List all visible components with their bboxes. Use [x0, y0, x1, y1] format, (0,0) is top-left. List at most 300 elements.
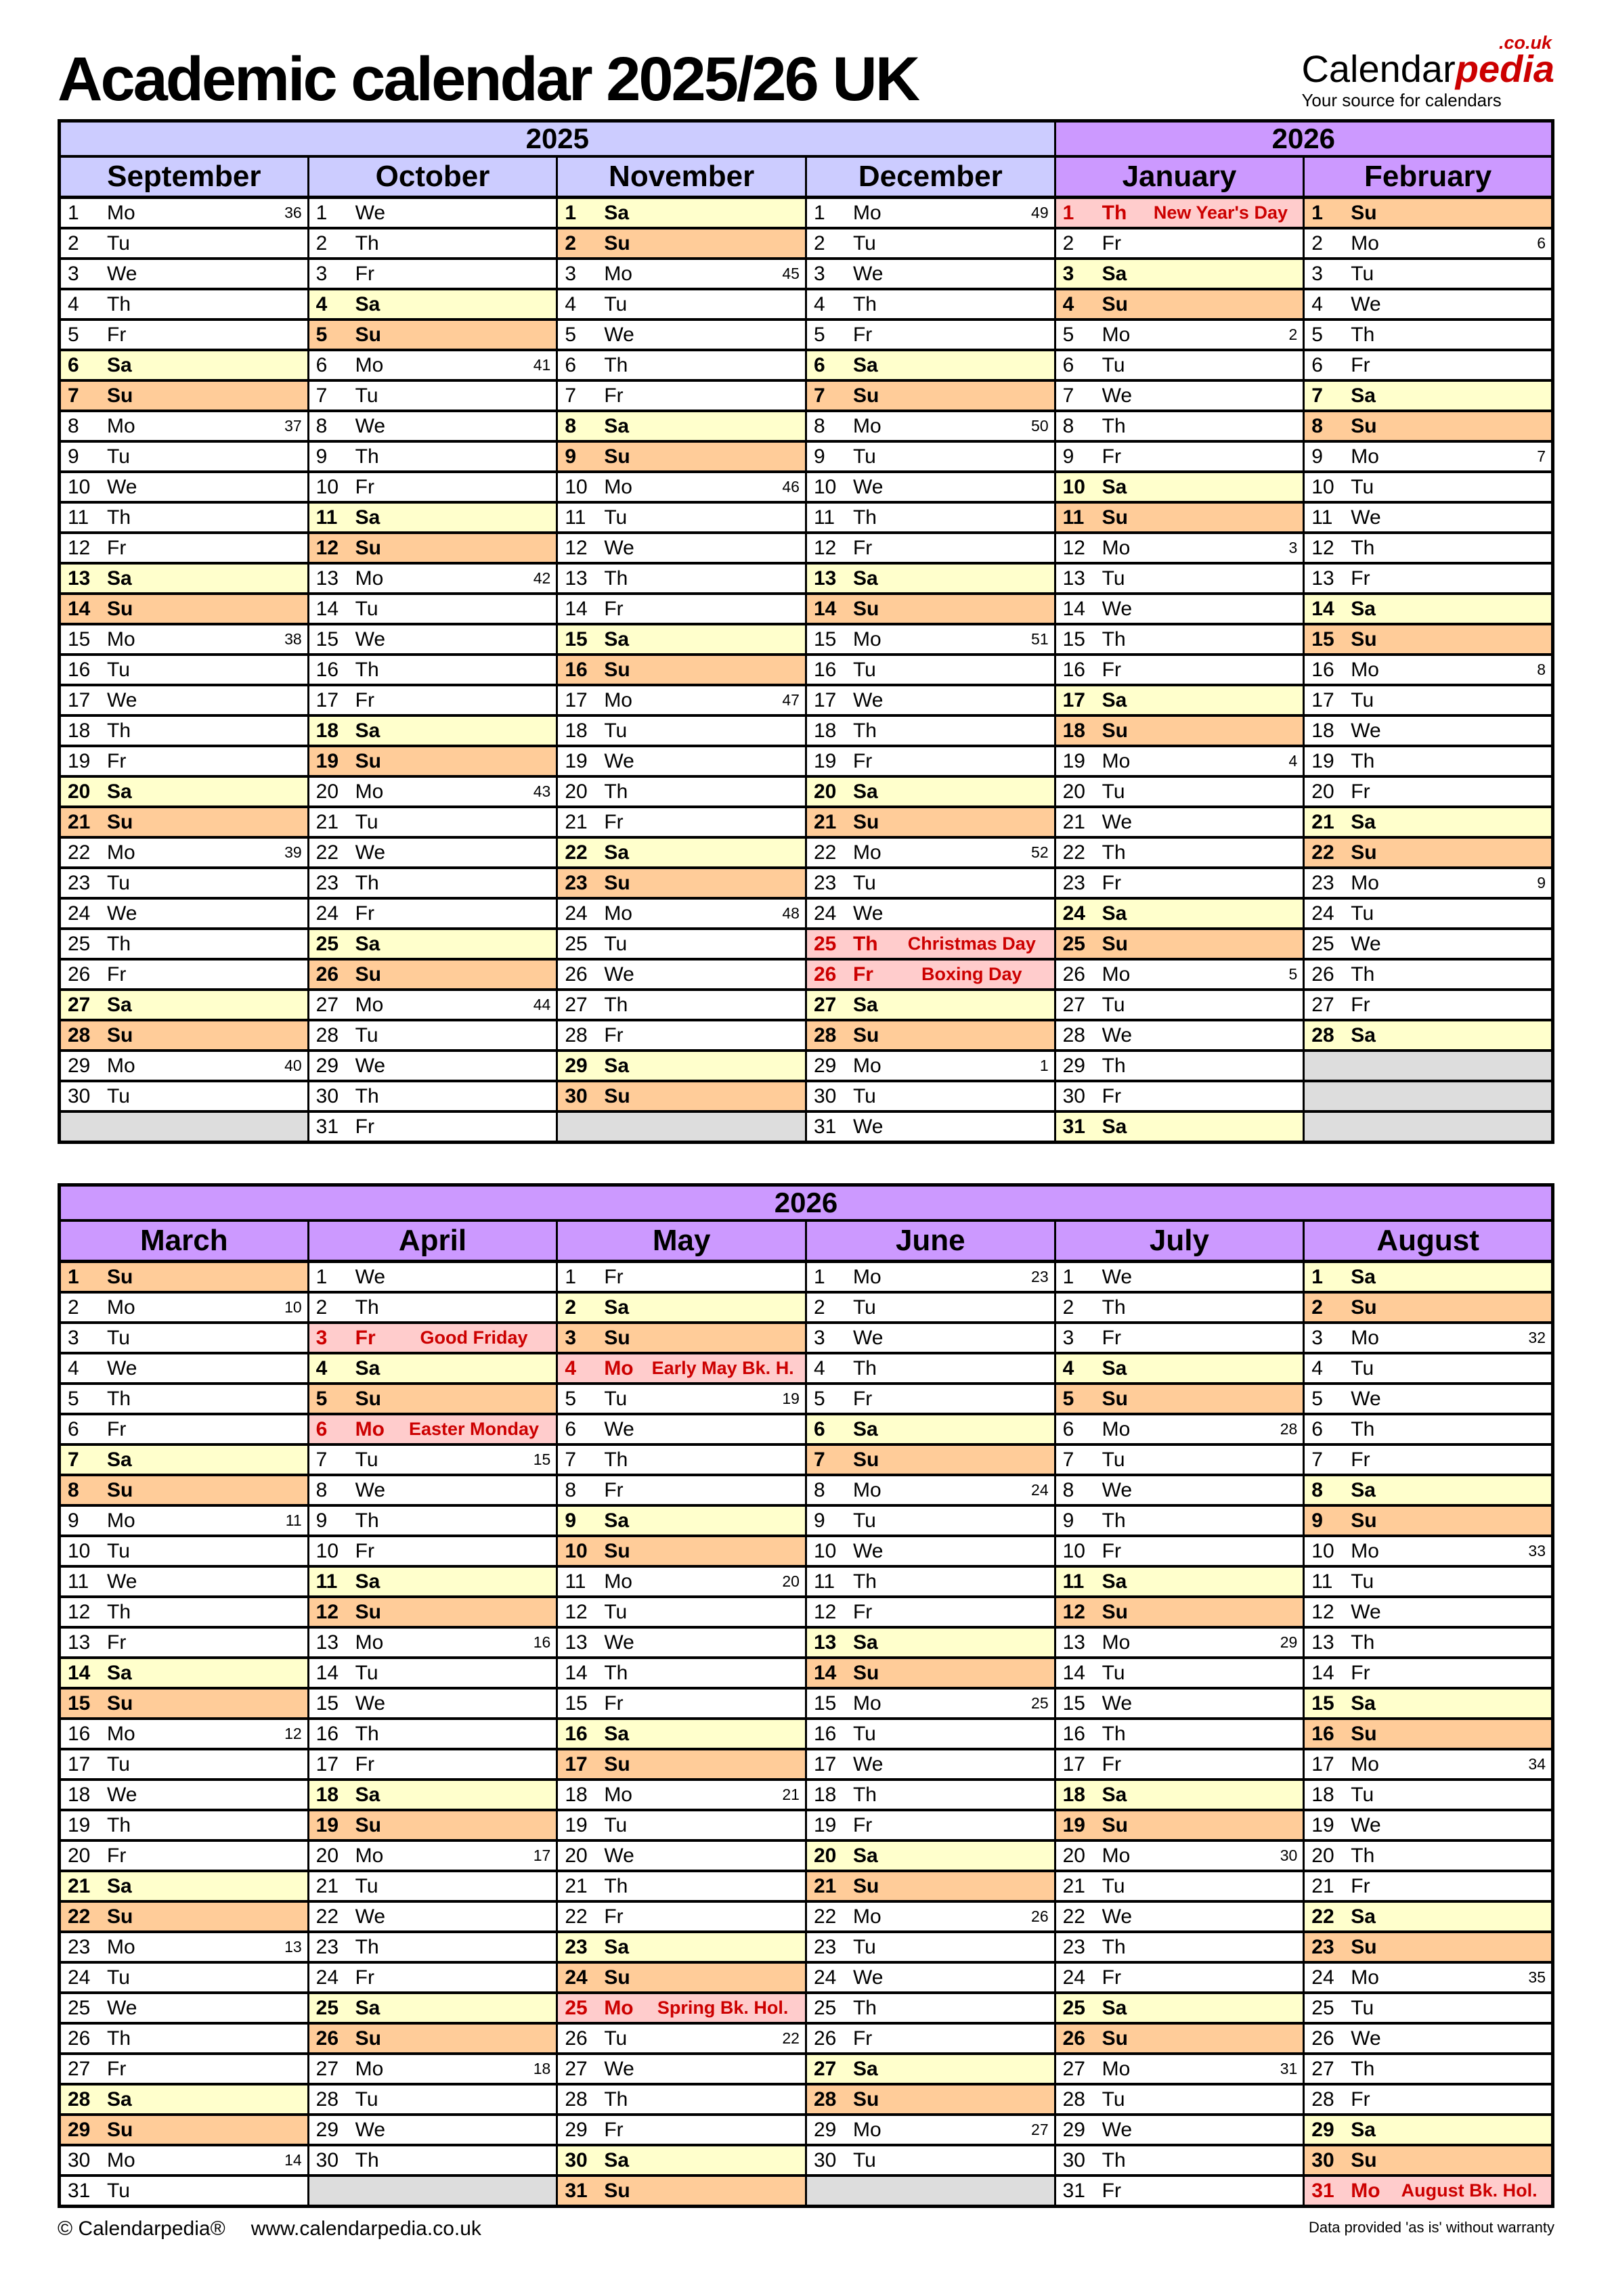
day-row	[1056, 1933, 1303, 1961]
day-number: 4	[565, 1357, 576, 1379]
day-row	[807, 1446, 1054, 1474]
day-number: 11	[1311, 506, 1333, 529]
day-number: 21	[1062, 811, 1085, 833]
week-number: 30	[1280, 1847, 1298, 1864]
weekday-abbr: Su	[1102, 933, 1128, 955]
day-number: 8	[315, 415, 328, 437]
day-number: 3	[1062, 263, 1074, 285]
weekday-abbr: We	[1102, 811, 1133, 833]
day-row	[1305, 1354, 1551, 1382]
weekday-abbr: Su	[107, 384, 133, 407]
day-cell-june-15	[806, 1688, 1055, 1719]
weekday-abbr: Su	[604, 1966, 630, 1989]
weekday-abbr: Fr	[107, 750, 127, 772]
week-number: 25	[1031, 1694, 1049, 1712]
day-number: 20	[565, 780, 588, 803]
day-row	[807, 1476, 1054, 1504]
week-number: 33	[1528, 1542, 1546, 1560]
day-number: 18	[1311, 720, 1334, 742]
day-cell-march-8	[60, 1475, 309, 1505]
day-number: 17	[813, 1753, 837, 1775]
day-cell-october-26	[308, 959, 557, 990]
day-row	[309, 1964, 557, 1991]
day-row	[558, 351, 805, 379]
day-number: 17	[813, 689, 837, 711]
day-cell-may-29	[557, 2115, 806, 2145]
day-number: 12	[1311, 1601, 1334, 1623]
day-number: 9	[813, 1509, 825, 1532]
day-number: 18	[315, 1784, 339, 1806]
logo-wordmark	[1301, 34, 1554, 88]
weekday-abbr: Sa	[1351, 1479, 1376, 1501]
day-row	[309, 778, 557, 805]
day-number: 7	[813, 384, 825, 407]
day-row	[1056, 2085, 1303, 2113]
day-row	[807, 1659, 1054, 1687]
weekday-abbr: Mo	[107, 2149, 135, 2171]
day-row	[61, 839, 307, 866]
day-number: 9	[565, 445, 576, 468]
weekday-abbr: Fr	[107, 963, 127, 986]
weekday-abbr: Th	[355, 872, 379, 894]
day-cell-july-29	[1055, 2115, 1304, 2145]
logo-part-red: pedia	[1455, 47, 1554, 90]
weekday-abbr: Tu	[852, 2149, 876, 2171]
day-row	[61, 199, 307, 227]
day-number: 29	[565, 1055, 588, 1077]
day-number: 2	[1062, 232, 1074, 255]
day-row	[807, 625, 1054, 653]
weekday-abbr: We	[852, 1966, 884, 1989]
day-cell-september-18	[60, 715, 309, 746]
day-number: 26	[1311, 963, 1334, 986]
day-cell-september-11	[60, 502, 309, 533]
day-row	[309, 1294, 557, 1321]
day-row	[309, 1113, 557, 1141]
day-cell-april-25	[308, 1993, 557, 2023]
day-cell-june-20	[806, 1840, 1055, 1871]
day-cell-december-20	[806, 776, 1055, 807]
weekday-abbr: Fr	[1102, 1327, 1121, 1349]
weekday-abbr: Mo	[604, 902, 632, 925]
day-number: 31	[813, 1116, 837, 1138]
day-row	[807, 1811, 1054, 1839]
day-number: 3	[565, 263, 576, 285]
month-header-may: May	[557, 1220, 806, 1262]
day-row	[807, 2116, 1054, 2144]
day-row	[309, 1933, 557, 1961]
day-row	[61, 961, 307, 988]
weekday-abbr: Sa	[604, 1936, 630, 1958]
day-cell-february-10	[1304, 472, 1553, 502]
day-row	[558, 1750, 805, 1778]
day-row	[558, 1659, 805, 1687]
weekday-abbr: Fr	[355, 1540, 374, 1562]
day-row	[1056, 869, 1303, 897]
day-cell-march-6	[60, 1414, 309, 1444]
weekday-abbr: Mo	[1351, 659, 1379, 681]
day-cell-november-21	[557, 807, 806, 837]
weekday-abbr: Sa	[604, 841, 630, 864]
day-cell-april-2	[308, 1292, 557, 1323]
weekday-abbr: Tu	[107, 659, 130, 681]
day-number: 23	[813, 872, 837, 894]
day-row	[558, 321, 805, 349]
day-row	[309, 382, 557, 410]
day-cell-may-22	[557, 1901, 806, 1932]
day-number: 2	[1311, 1296, 1323, 1319]
day-row	[1056, 1872, 1303, 1900]
day-number: 14	[565, 598, 588, 620]
day-number: 22	[68, 1905, 91, 1928]
day-number: 12	[565, 537, 588, 559]
weekday-abbr: Su	[1351, 1936, 1377, 1958]
day-number: 15	[68, 1692, 91, 1715]
week-number: 2	[1288, 326, 1298, 343]
day-row	[1056, 1964, 1303, 1991]
day-number: 2	[68, 1296, 79, 1319]
day-number: 2	[1062, 1296, 1074, 1319]
day-number: 26	[315, 963, 339, 986]
day-cell-april-29	[308, 2115, 557, 2145]
weekday-abbr: Mo	[1351, 1966, 1379, 1989]
weekday-abbr: We	[355, 1055, 386, 1077]
weekday-abbr: Sa	[852, 780, 878, 803]
day-row	[1305, 382, 1551, 410]
day-number: 3	[1311, 1327, 1323, 1349]
weekday-abbr: Fr	[355, 689, 374, 711]
holiday-label: Good Friday	[420, 1327, 528, 1348]
day-cell-september-8	[60, 411, 309, 441]
weekday-abbr: Mo	[852, 2119, 881, 2141]
weekday-abbr: We	[604, 1845, 634, 1867]
day-row	[807, 1903, 1054, 1930]
weekday-abbr: Tu	[1102, 2088, 1125, 2111]
day-cell-february-4	[1304, 289, 1553, 319]
day-row	[807, 869, 1054, 897]
day-row	[61, 382, 307, 410]
day-cell-june-27	[806, 2054, 1055, 2084]
day-cell-august-15	[1304, 1688, 1553, 1719]
day-row	[558, 2146, 805, 2174]
day-cell-may-8	[557, 1475, 806, 1505]
day-number: 29	[68, 1055, 91, 1077]
day-number: 27	[1062, 994, 1085, 1016]
weekday-abbr: Sa	[1102, 1357, 1127, 1379]
day-row	[309, 1750, 557, 1778]
day-cell-february-18	[1304, 715, 1553, 746]
day-row	[1056, 1537, 1303, 1565]
day-row	[1056, 991, 1303, 1019]
logo-tagline: Your source for calendars	[1301, 90, 1502, 110]
day-number: 22	[1311, 841, 1334, 864]
day-cell-march-16	[60, 1719, 309, 1749]
day-number: 15	[565, 628, 588, 650]
day-number: 20	[315, 1845, 339, 1867]
day-number: 21	[315, 811, 339, 833]
holiday-label: New Year's Day	[1153, 202, 1288, 223]
weekday-abbr: We	[1102, 598, 1133, 620]
day-cell-april-24	[308, 1962, 557, 1993]
day-row	[1056, 565, 1303, 592]
day-row	[1305, 808, 1551, 836]
day-cell-november-29	[557, 1051, 806, 1081]
day-number: 4	[315, 1357, 328, 1379]
day-row	[309, 1507, 557, 1535]
day-number: 28	[68, 2088, 91, 2111]
weekday-abbr: Su	[852, 1024, 879, 1046]
weekday-abbr: Mo	[107, 1936, 135, 1958]
calendar-table-bottom	[58, 1183, 1554, 2208]
day-cell-january-20	[1055, 776, 1304, 807]
day-row	[807, 2085, 1054, 2113]
day-cell-july-9	[1055, 1505, 1304, 1536]
day-cell-january-14	[1055, 594, 1304, 624]
day-row	[1305, 1263, 1551, 1291]
day-number: 22	[813, 1905, 837, 1928]
weekday-abbr: We	[1351, 1601, 1381, 1623]
weekday-abbr: Th	[355, 1509, 379, 1532]
weekday-abbr: Fr	[107, 324, 127, 346]
weekday-abbr: Th	[1102, 1509, 1126, 1532]
weekday-abbr: Mo	[1351, 1327, 1379, 1349]
day-row	[61, 1537, 307, 1565]
weekday-abbr: Fr	[1102, 1540, 1121, 1562]
day-cell-november-7	[557, 380, 806, 411]
weekday-abbr: Mo	[1102, 963, 1131, 986]
day-cell-october-8	[308, 411, 557, 441]
day-row	[309, 930, 557, 958]
day-number: 16	[68, 659, 91, 681]
weekday-abbr: Fr	[1102, 1753, 1121, 1775]
day-cell-may-23	[557, 1932, 806, 1962]
day-row	[61, 1994, 307, 2022]
day-row	[309, 1690, 557, 1717]
day-row	[558, 686, 805, 714]
day-row	[309, 1994, 557, 2022]
day-number: 30	[565, 1085, 588, 1107]
logo-tld: .co.uk	[1498, 32, 1552, 53]
day-number: 30	[68, 2149, 91, 2171]
day-row	[61, 2085, 307, 2113]
weekday-abbr: We	[604, 1631, 634, 1654]
day-number: 9	[1311, 1509, 1323, 1532]
weekday-abbr: Tu	[604, 933, 628, 955]
weekday-abbr: We	[604, 324, 634, 346]
day-number: 22	[565, 1905, 588, 1928]
weekday-abbr: Th	[355, 1085, 379, 1107]
day-cell-march-5	[60, 1384, 309, 1414]
weekday-abbr: Th	[604, 780, 628, 803]
day-row	[1305, 199, 1551, 227]
day-number: 20	[1311, 1845, 1334, 1867]
weekday-abbr: Mo	[355, 354, 384, 376]
week-number: 32	[1528, 1329, 1546, 1346]
day-row	[1056, 199, 1303, 227]
day-cell-february-3	[1304, 259, 1553, 289]
weekday-abbr: Sa	[355, 293, 380, 315]
day-row	[558, 199, 805, 227]
day-row	[558, 2025, 805, 2052]
day-cell-january-4	[1055, 289, 1304, 319]
day-row	[1305, 1964, 1551, 1991]
day-number: 22	[813, 841, 837, 864]
day-cell-december-5	[806, 319, 1055, 350]
week-number: 40	[284, 1057, 302, 1074]
day-row	[558, 473, 805, 501]
week-number: 8	[1537, 661, 1546, 678]
weekday-abbr: Tu	[1351, 689, 1374, 711]
weekday-abbr: Su	[107, 1024, 133, 1046]
weekday-abbr: Fr	[1102, 232, 1121, 255]
day-cell-may-2	[557, 1292, 806, 1323]
weekday-abbr: Su	[1351, 2149, 1377, 2171]
day-row	[1305, 930, 1551, 958]
weekday-abbr: Mo	[107, 415, 135, 437]
weekday-abbr: Su	[355, 1601, 381, 1623]
day-row	[1056, 778, 1303, 805]
day-row	[61, 656, 307, 684]
day-cell-june-6	[806, 1414, 1055, 1444]
weekday-abbr: Su	[355, 2027, 381, 2050]
day-row	[558, 565, 805, 592]
day-row	[61, 778, 307, 805]
day-cell-june-29	[806, 2115, 1055, 2145]
day-row	[61, 1294, 307, 1321]
day-cell-august-9	[1304, 1505, 1553, 1536]
week-number: 45	[782, 265, 800, 282]
day-cell-january-11	[1055, 502, 1304, 533]
day-number: 11	[1311, 1570, 1333, 1593]
day-row	[807, 412, 1054, 440]
weekday-abbr: Sa	[1102, 902, 1127, 925]
weekday-abbr: Tu	[1351, 1357, 1374, 1379]
day-number: 26	[1062, 963, 1085, 986]
day-number: 31	[1062, 1116, 1085, 1138]
weekday-abbr: Sa	[852, 994, 878, 1016]
day-cell-october-6	[308, 350, 557, 380]
day-row	[1056, 229, 1303, 257]
day-row	[1305, 1720, 1551, 1748]
weekday-abbr: Su	[107, 1905, 133, 1928]
day-row	[1056, 1354, 1303, 1382]
day-cell-october-11	[308, 502, 557, 533]
day-row	[1056, 900, 1303, 927]
weekday-abbr: Sa	[1351, 1692, 1376, 1715]
day-cell-february-5	[1304, 319, 1553, 350]
weekday-abbr: Fr	[852, 1388, 873, 1410]
weekday-abbr: Sa	[604, 1509, 630, 1532]
weekday-abbr: Th	[604, 567, 628, 590]
day-row	[1056, 2177, 1303, 2205]
day-number: 14	[813, 1662, 837, 1684]
day-row	[61, 290, 307, 318]
day-row	[558, 1476, 805, 1504]
day-number: 18	[68, 1784, 91, 1806]
day-row	[558, 839, 805, 866]
day-number: 27	[565, 994, 588, 1016]
day-number: 13	[315, 1631, 339, 1654]
day-cell-july-30	[1055, 2145, 1304, 2176]
weekday-abbr: We	[355, 1905, 386, 1928]
day-cell-september-20	[60, 776, 309, 807]
weekday-abbr: Tu	[604, 2027, 628, 2050]
day-number: 10	[1311, 476, 1334, 498]
day-row	[1305, 1294, 1551, 1321]
day-row	[309, 839, 557, 866]
day-number: 31	[1062, 2180, 1085, 2202]
week-number: 29	[1280, 1633, 1298, 1651]
weekday-abbr: Th	[1102, 628, 1126, 650]
week-number: 22	[782, 2029, 800, 2047]
weekday-abbr: Mo	[852, 1905, 881, 1928]
weekday-abbr: Tu	[1102, 1662, 1125, 1684]
weekday-abbr: Sa	[1351, 1024, 1376, 1046]
weekday-abbr: Th	[355, 2149, 379, 2171]
day-row	[807, 229, 1054, 257]
day-number: 8	[813, 415, 825, 437]
day-cell-november-20	[557, 776, 806, 807]
day-row	[1056, 839, 1303, 866]
day-cell-november-8	[557, 411, 806, 441]
day-cell-november-28	[557, 1020, 806, 1051]
day-row	[807, 1082, 1054, 1110]
day-cell-june-21	[806, 1871, 1055, 1901]
day-row	[1056, 534, 1303, 562]
day-row	[1056, 1903, 1303, 1930]
weekday-abbr: Mo	[852, 628, 881, 650]
day-cell-september-19	[60, 746, 309, 776]
day-row	[61, 473, 307, 501]
day-row	[1305, 625, 1551, 653]
day-number: 28	[68, 1024, 91, 1046]
day-cell-august-28	[1304, 2084, 1553, 2115]
day-row	[1305, 656, 1551, 684]
weekday-abbr: Fr	[1102, 1966, 1121, 1989]
day-number: 4	[1062, 1357, 1074, 1379]
day-row	[807, 1537, 1054, 1565]
day-row	[558, 1294, 805, 1321]
day-row	[807, 473, 1054, 501]
weekday-abbr: Th	[107, 1601, 131, 1623]
day-cell-july-23	[1055, 1932, 1304, 1962]
day-cell-march-13	[60, 1627, 309, 1658]
day-row	[1305, 1872, 1551, 1900]
day-number: 25	[315, 933, 339, 955]
day-cell-july-8	[1055, 1475, 1304, 1505]
weekday-abbr: Tu	[852, 872, 876, 894]
day-number: 6	[315, 1418, 328, 1440]
copyright-text: © Calendarpedia®	[58, 2217, 225, 2240]
weekday-abbr: Sa	[355, 1784, 380, 1806]
day-number: 11	[315, 1570, 338, 1593]
weekday-abbr: We	[1102, 1024, 1133, 1046]
day-row	[558, 534, 805, 562]
day-cell-october-31	[308, 1111, 557, 1143]
day-cell-june-11	[806, 1566, 1055, 1597]
weekday-abbr: Tu	[355, 384, 378, 407]
holiday-label: Christmas Day	[907, 933, 1036, 954]
day-row	[309, 1415, 557, 1443]
day-cell-september-3	[60, 259, 309, 289]
weekday-abbr: Mo	[107, 1723, 135, 1745]
day-number: 9	[315, 445, 328, 468]
weekday-abbr: Mo	[1102, 1845, 1131, 1867]
logo-part-black: Calendar	[1301, 47, 1456, 90]
weekday-abbr: Fr	[604, 811, 624, 833]
day-number: 20	[813, 780, 837, 803]
day-cell-march-25	[60, 1993, 309, 2023]
